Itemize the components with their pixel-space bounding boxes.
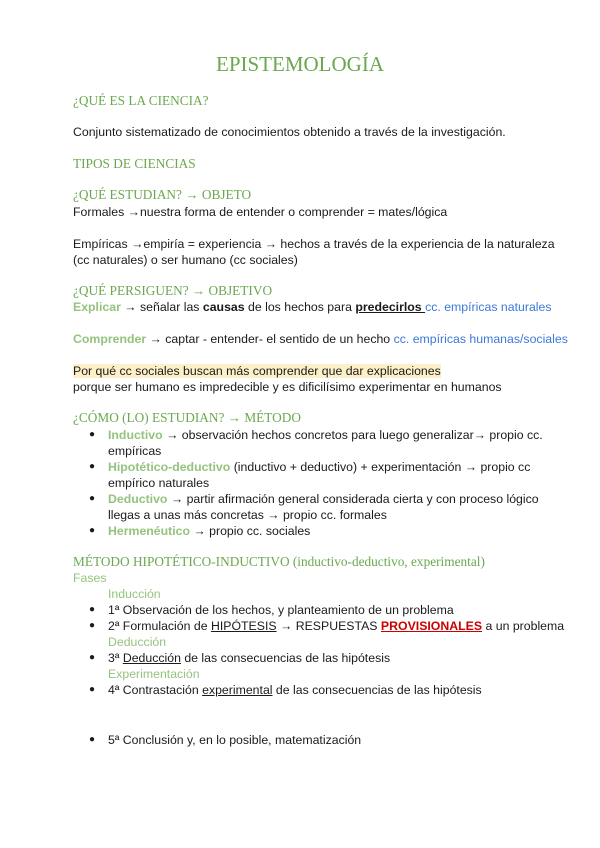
explicar-causas: causas xyxy=(202,300,245,314)
highlighted-question: Por qué cc sociales buscan más comprender que dar explicaciones xyxy=(73,364,441,378)
comprender-text: → captar - entender- el sentido de un hecho xyxy=(146,332,394,346)
bullet-icon: ● xyxy=(89,734,96,745)
bullet-icon: ● xyxy=(89,525,96,536)
answer-line: porque ser humano es impredecible y es dificilísimo experimentar en humanos xyxy=(73,380,502,394)
step-2-text: → RESPUESTAS xyxy=(276,619,381,633)
comprender-line xyxy=(73,331,568,347)
step-3-text: 3ª xyxy=(108,651,123,665)
step-2-provisionales: PROVISIONALES xyxy=(380,619,483,633)
method-term: Inductivo xyxy=(108,428,163,442)
method-desc: → propio cc. sociales xyxy=(190,524,311,538)
explicar-term: Explicar xyxy=(73,300,121,314)
step-2 xyxy=(108,618,564,634)
explicar-line xyxy=(73,299,552,315)
method-deductivo-line2: llegas a unas más concretas → propio cc. formales xyxy=(108,508,387,522)
method-desc: (inductivo + deductivo) + experimentación → propio cc xyxy=(230,460,531,474)
step-5: 5ª Conclusión y, en lo posible, matematización xyxy=(108,733,362,747)
phase-induccion: Inducción xyxy=(108,587,161,601)
heading-que-es-la-ciencia: ¿QUÉ ES LA CIENCIA? xyxy=(73,93,209,108)
bullet-icon: ● xyxy=(89,493,96,504)
question-line xyxy=(73,363,441,379)
fases-label: Fases xyxy=(73,571,107,585)
step-3-text: de las consecuencias de las hipótesis xyxy=(180,651,391,665)
comprender-tag: cc. empíricas humanas/sociales xyxy=(393,332,568,346)
heading-tipos-de-ciencias: TIPOS DE CIENCIAS xyxy=(73,156,196,171)
method-deductivo-line1 xyxy=(108,491,539,507)
step-2-hipotesis: HIPÓTESIS xyxy=(210,619,277,633)
formales-text: Formales →nuestra forma de entender o comprender = mates/lógica xyxy=(73,205,448,219)
step-3-deduccion: Deducción xyxy=(122,651,181,665)
bullet-icon: ● xyxy=(89,604,96,615)
method-hermeneutico-line1 xyxy=(108,523,310,539)
bullet-icon: ● xyxy=(89,652,96,663)
phase-deduccion: Deducción xyxy=(108,635,167,649)
bullet-icon: ● xyxy=(89,684,96,695)
step-1: 1ª Observación de los hechos, y planteamiento de un problema xyxy=(108,603,454,617)
step-4-experimental: experimental xyxy=(202,683,273,697)
heading-metodo-hipotetico: MÉTODO HIPOTÉTICO-INDUCTIVO (inductivo-deductivo, experimental) xyxy=(73,554,485,569)
empiricas-text-line2: (cc naturales) o ser humano (cc sociales) xyxy=(73,253,298,267)
step-3 xyxy=(108,650,390,666)
step-4-text: 4ª Contrastación xyxy=(108,683,203,697)
bullet-icon: ● xyxy=(89,429,96,440)
step-4 xyxy=(108,682,482,698)
heading-objeto: ¿QUÉ ESTUDIAN? → OBJETO xyxy=(73,187,252,202)
empiricas-text-line1: Empíricas →empiría = experiencia → hechos a través de la experiencia de la naturaleza xyxy=(73,237,555,251)
step-4-text: de las consecuencias de las hipótesis xyxy=(272,683,482,697)
step-2-text: 2ª Formulación de xyxy=(108,619,211,633)
method-hipotetico-line2: empírico naturales xyxy=(108,476,210,490)
method-inductivo-line1 xyxy=(108,427,543,443)
explicar-text-a: → señalar las xyxy=(120,300,203,314)
bullet-icon: ● xyxy=(89,461,96,472)
heading-metodo: ¿CÓMO (LO) ESTUDIAN? → MÉTODO xyxy=(73,410,301,425)
method-inductivo-line2: empíricas xyxy=(108,444,162,458)
method-term: Deductivo xyxy=(108,492,168,506)
step-2-text: a un problema xyxy=(482,619,565,633)
heading-objetivo: ¿QUÉ PERSIGUEN? → OBJETIVO xyxy=(73,283,273,298)
bullet-icon: ● xyxy=(89,620,96,631)
method-hipotetico-line1 xyxy=(108,459,530,475)
method-term: Hermenéutico xyxy=(108,524,191,538)
method-term: Hipotético-deductivo xyxy=(108,460,231,474)
explicar-tag: cc. empíricas naturales xyxy=(425,300,552,314)
comprender-term: Comprender xyxy=(73,332,147,346)
explicar-text-b: de los hechos para xyxy=(244,300,356,314)
explicar-predecir: predecirlos xyxy=(355,300,426,314)
method-desc: → partir afirmación general considerada cierta y con proceso lógico xyxy=(167,492,539,506)
method-desc: → observación hechos concretos para luego generalizar→ propio cc. xyxy=(162,428,543,442)
page-title: EPISTEMOLOGÍA xyxy=(216,52,384,76)
phase-experimentacion: Experimentación xyxy=(108,667,200,681)
definition-ciencia: Conjunto sistematizado de conocimientos obtenido a través de la investigación. xyxy=(73,125,506,139)
